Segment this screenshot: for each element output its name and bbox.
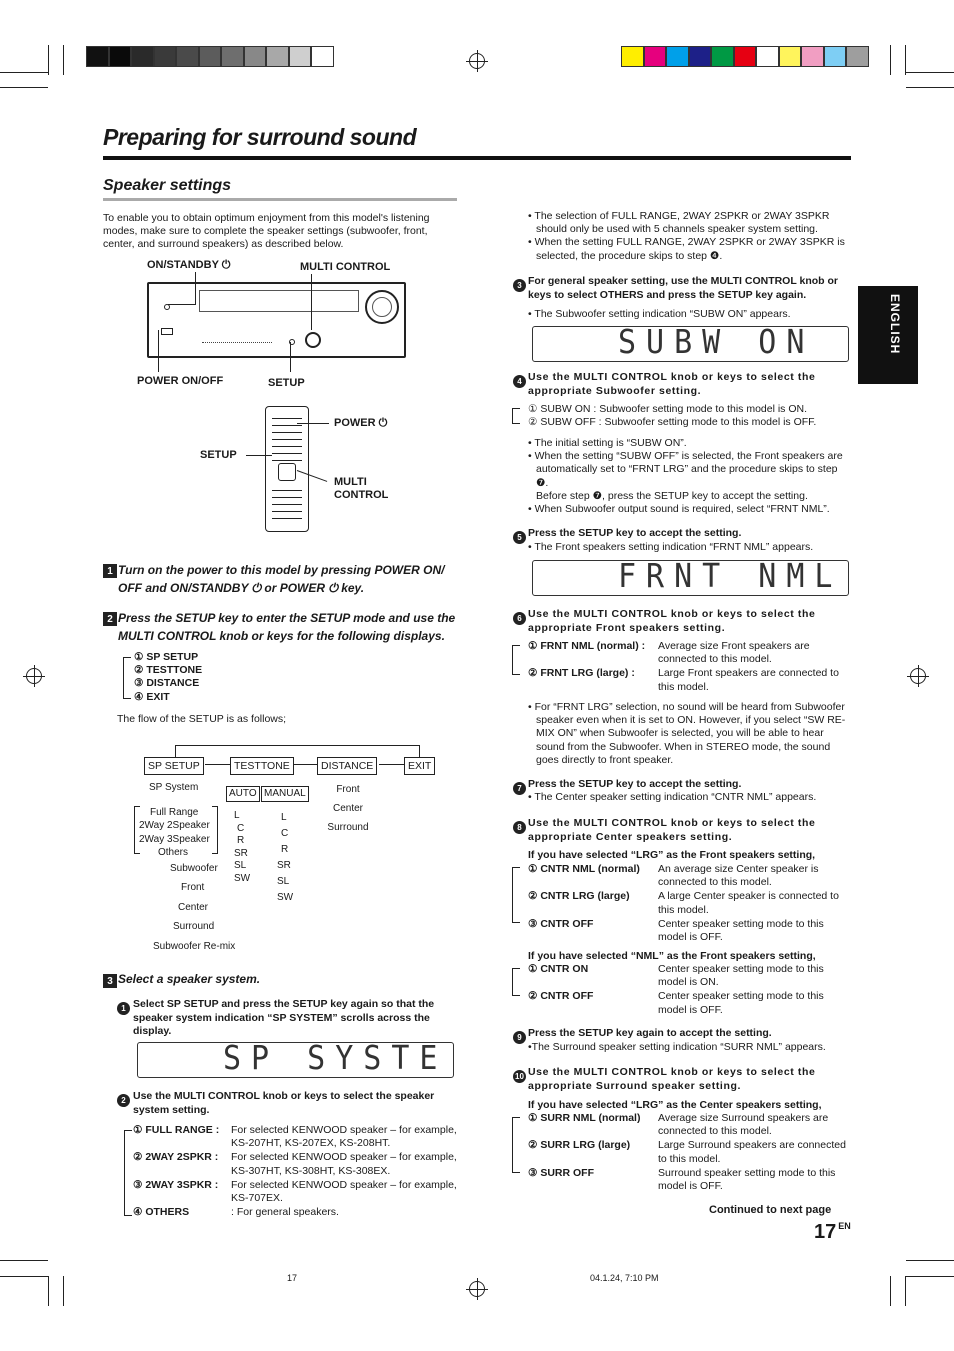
flow-box-distance: DISTANCE <box>317 757 377 775</box>
right-s7: Press the SETUP key to accept the setting. <box>528 778 742 790</box>
right-s6: Use the MULTI CONTROL knob or keys to select the appropriate Front speakers setting. <box>528 608 816 634</box>
color-swatch <box>734 46 757 67</box>
step-bullet: 10 <box>513 1066 526 1084</box>
power-onoff-label: POWER ON/OFF <box>137 375 224 387</box>
option-key: ② CNTR OFF <box>528 990 594 1003</box>
right-s4: Use the MULTI CONTROL knob or keys to select the appropriate Subwoofer setting. <box>528 371 816 397</box>
right-s10: Use the MULTI CONTROL knob or keys to select the appropriate Surround speaker setting. <box>528 1066 816 1092</box>
setup-remote-label: SETUP <box>200 449 237 461</box>
lcd-display-frnt-nml: FRNT NML <box>532 560 849 596</box>
color-swatch <box>711 46 734 67</box>
step2-number: 2 <box>103 609 117 627</box>
option-key: ① FRNT NML (normal) : <box>528 640 646 652</box>
crop-mark <box>0 1276 48 1277</box>
option-key: ② CNTR LRG (large) <box>528 890 630 903</box>
intro-paragraph: To enable you to obtain optimum enjoyment from this model's listening modes, make sure to complete the speaker settings (subwoofer, front, center, and surround speakers) as described below. <box>103 212 430 251</box>
flow-auto-col: L C R SR SL SW <box>234 810 251 884</box>
option-desc: Center speaker setting mode to this model is ON. <box>658 963 824 989</box>
step1-text: Turn on the power to this model by pressing POWER ON/ OFF and ON/STANDBY ⏻ or POWER ⏻ key. <box>118 563 445 595</box>
continued-note: Continued to next page <box>709 1204 832 1216</box>
section-rule <box>103 198 457 201</box>
list-item <box>133 1151 457 1177</box>
right-s4-notes: • The initial setting is “SUBW ON”. • When the setting “SUBW OFF” is selected, the Front speakers are automatically set to “FRNT LRG” and the procedure skips to step ❼. Before step ❼, press the SETUP key to accept the setting. • When Subwoofer output sound is required, select “FRNT NML”. <box>528 437 843 516</box>
remote-buttons-lower <box>272 487 302 521</box>
color-swatch <box>846 46 869 67</box>
flow-subwoofer: Subwoofer <box>170 863 218 874</box>
list-item <box>528 640 851 666</box>
option-desc: : For general speakers. <box>231 1206 339 1219</box>
leader-line <box>311 274 312 330</box>
list-item: ② TESTTONE <box>134 664 203 677</box>
flow-top-line <box>175 745 419 746</box>
registration-mark <box>469 1281 485 1297</box>
step-bullet: 7 <box>513 778 526 796</box>
list-item <box>528 963 851 989</box>
bracket <box>512 867 520 923</box>
right-bullets: • The selection of FULL RANGE, 2WAY 2SPKR or 2WAY 3SPKR should only be used with 5 channels speaker system setting. • When the setting FULL RANGE, 2WAY 2SPKR or 2WAY 3SPKR is selected, the procedure skips to step ❹. <box>528 210 845 262</box>
right-s7-note: • The Center speaker setting indication “CNTR NML” appears. <box>528 791 817 803</box>
option-desc: Large Front speakers are connected to this model. <box>658 667 839 693</box>
center-option-list-nml <box>528 963 851 1018</box>
page-number: 17 $^{EN}$ <box>814 1221 851 1243</box>
list-item: ④ EXIT <box>134 690 170 703</box>
flow-surround: Surround <box>173 921 215 932</box>
color-swatch <box>756 46 779 67</box>
flow-line <box>205 764 230 765</box>
step-bullet: 5 <box>513 527 526 545</box>
power-button[interactable] <box>161 328 173 335</box>
footer-right: 04.1.24, 7:10 PM <box>590 1273 659 1283</box>
flow-auto-box: AUTO <box>226 786 260 802</box>
step-bullet: 9 <box>513 1027 526 1045</box>
speaker-option-list <box>133 1124 457 1220</box>
color-swatch <box>244 46 267 67</box>
option-desc: Surround speaker setting mode to this model is OFF. <box>658 1166 836 1193</box>
list-item <box>528 990 851 1016</box>
color-swatch <box>199 46 222 67</box>
color-swatch <box>666 46 689 67</box>
option-key: ① FULL RANGE : <box>133 1124 220 1136</box>
right-s5: Press the SETUP key to accept the setting. <box>528 527 742 539</box>
right-s6-note: • For “FRNT LRG” selection, no sound will be heard from Subwoofer speaker even when it is set to ON. However, if you select “SW RE-MIX ON” when Subwoofer is selected, you will be able to hear sound from the Subwoofer. When in STEREO mode, the sound goes directly to front speaker. <box>528 701 846 766</box>
flow-line <box>379 764 404 765</box>
right-s9-note: •The Surround speaker setting indication “SURR NML” appears. <box>528 1041 826 1053</box>
flow-line <box>419 745 420 757</box>
option-desc: Large Surround speakers are connected to this model. <box>658 1139 846 1165</box>
volume-knob[interactable] <box>365 290 399 324</box>
center-option-list-lrg <box>528 863 851 945</box>
color-swatch <box>779 46 802 67</box>
lcd-display-subw-on: SUBW ON <box>532 326 849 362</box>
option-key: ① CNTR NML (normal) <box>528 863 640 875</box>
title-rule <box>103 156 851 160</box>
registration-mark <box>26 668 42 684</box>
option-key: ② SURR LRG (large) <box>528 1139 631 1152</box>
crop-mark <box>906 72 954 73</box>
crop-mark <box>890 1276 891 1306</box>
option-key: ② FRNT LRG (large) : <box>528 667 635 680</box>
crop-mark <box>63 1276 64 1306</box>
surround-option-list <box>528 1112 851 1194</box>
list-item <box>528 667 851 693</box>
right-s3-note: • The Subwoofer setting indication “SUBW ON” appears. <box>528 308 791 320</box>
step3-title: Select a speaker system. <box>118 972 261 986</box>
list-item <box>528 890 851 916</box>
step3-number: 3 <box>103 971 117 989</box>
list-item <box>133 1124 457 1150</box>
crop-mark <box>906 1276 954 1277</box>
step-bullet: 3 <box>513 275 526 293</box>
right-s5-note: • The Front speakers setting indication “FRNT NML” appears. <box>528 541 814 553</box>
right-s3: For general speaker setting, use the MULTI CONTROL knob or keys to select OTHERS and press the SETUP key again. <box>528 275 838 301</box>
leader-line <box>297 423 329 424</box>
option-desc: Center speaker setting mode to this model is OFF. <box>658 917 824 944</box>
option-key: ② 2WAY 2SPKR : <box>133 1151 219 1164</box>
flow-distance-col: Front Center Surround <box>327 784 369 833</box>
option-desc: For selected KENWOOD speaker – for example, KS-207HT, KS-207EX, KS-208HT. <box>231 1124 457 1150</box>
color-swatch <box>176 46 199 67</box>
option-desc: Average size Surround speakers are connected to this model. <box>658 1112 829 1138</box>
option-desc: For selected KENWOOD speaker – for example, KS-707EX. <box>231 1178 457 1205</box>
language-tab: ENGLISH <box>858 286 918 384</box>
step2-text: Press the SETUP key to enter the SETUP mode and use the MULTI CONTROL knob or keys for the following displays. <box>118 611 456 643</box>
option-key: ③ CNTR OFF <box>528 917 594 930</box>
list-item <box>528 1112 851 1138</box>
footer-left: 17 <box>287 1273 298 1283</box>
color-swatch <box>824 46 847 67</box>
crop-mark <box>906 87 954 88</box>
right-s8-h1: If you have selected “LRG” as the Front speakers setting, <box>528 849 816 861</box>
remote-control <box>265 406 309 532</box>
right-s10-h: If you have selected “LRG” as the Center speakers setting, <box>528 1099 822 1111</box>
crop-mark <box>48 45 49 75</box>
option-key: ① CNTR ON <box>528 963 589 975</box>
crop-mark <box>0 87 48 88</box>
crop-mark <box>0 1260 48 1261</box>
crop-mark <box>48 1276 49 1306</box>
remote-multi-control[interactable] <box>278 463 296 481</box>
option-desc: For selected KENWOOD speaker – for example, KS-307HT, KS-308HT, KS-308EX. <box>231 1151 457 1177</box>
color-swatch <box>689 46 712 67</box>
color-swatch <box>311 46 334 67</box>
power-remote-label: POWER ⏻ <box>334 417 388 429</box>
bracket <box>512 1117 520 1173</box>
color-swatch <box>801 46 824 67</box>
multi-control-label: MULTI CONTROL <box>300 261 391 273</box>
list-item: ③ DISTANCE <box>134 677 200 690</box>
button-row <box>202 342 272 348</box>
flow-front: Front <box>181 882 205 893</box>
list-item <box>528 1139 851 1165</box>
list-item <box>133 1179 457 1205</box>
flow-manual-box: MANUAL <box>261 786 309 802</box>
flow-2way3: 2Way 3Speaker <box>139 834 210 845</box>
leader-line <box>158 330 159 372</box>
flow-others: Others <box>158 847 189 858</box>
page-title: Preparing for surround sound <box>103 124 417 150</box>
option-key: ③ SURR OFF <box>528 1166 594 1179</box>
flow-center: Center <box>178 902 209 913</box>
option-key: ① SURR NML (normal) <box>528 1112 641 1124</box>
list-item <box>528 863 851 889</box>
step3-sub1: Select SP SETUP and press the SETUP key again so that the speaker system indication “SP SYSTEM” scrolls across the display. <box>133 998 435 1037</box>
bracket <box>123 657 131 699</box>
option-desc: Center speaker setting mode to this model is OFF. <box>658 990 824 1016</box>
crop-mark <box>63 45 64 75</box>
front-option-list <box>528 640 851 695</box>
receiver-front-panel <box>147 282 406 358</box>
flow-box-exit: EXIT <box>404 757 435 775</box>
setup-label: SETUP <box>268 377 305 389</box>
right-s8-h2: If you have selected “NML” as the Front speakers setting, <box>528 950 816 962</box>
option-key: ④ OTHERS <box>133 1206 190 1219</box>
step-bullet: 1 <box>117 998 130 1016</box>
flow-line <box>175 745 176 757</box>
leader-line <box>168 304 196 305</box>
bracket <box>512 968 520 996</box>
bracket <box>512 645 520 675</box>
leader-line <box>290 342 291 372</box>
color-swatch <box>221 46 244 67</box>
registration-mark <box>469 53 485 69</box>
color-swatch <box>131 46 154 67</box>
crop-mark <box>0 72 48 73</box>
flow-2way2: 2Way 2Speaker <box>139 820 210 831</box>
lcd-display-sp-system: SP SYSTE <box>137 1042 454 1078</box>
bracket <box>124 1130 132 1216</box>
crop-mark <box>906 1260 954 1261</box>
section-title: Speaker settings <box>103 177 232 194</box>
display-window <box>199 290 359 312</box>
option-key: ③ 2WAY 3SPKR : <box>133 1178 219 1191</box>
color-swatch <box>289 46 312 67</box>
multi-control-knob[interactable] <box>305 332 321 348</box>
list-item <box>133 1206 457 1219</box>
option-desc: A large Center speaker is connected to this model. <box>658 890 839 916</box>
color-swatch <box>86 46 109 67</box>
flow-line <box>292 764 317 765</box>
step1-number: 1 <box>103 561 117 579</box>
step2-list <box>134 651 202 704</box>
step-bullet: 2 <box>117 1090 130 1108</box>
multi-control-remote-label: MULTI CONTROL <box>334 476 389 502</box>
crop-mark <box>905 45 906 75</box>
list-item <box>528 918 851 944</box>
step-bullet: 8 <box>513 817 526 835</box>
color-swatch <box>109 46 132 67</box>
flow-sw-remix: Subwoofer Re-mix <box>153 941 236 952</box>
right-s4-options: ① SUBW ON : Subwoofer setting mode to this model is ON. ② SUBW OFF : Subwoofer setting mode to this model is OFF. <box>528 403 817 429</box>
right-s9: Press the SETUP key again to accept the setting. <box>528 1027 772 1039</box>
flow-manual-col: L C R SR SL SW <box>277 812 294 903</box>
step3-sub2: Use the MULTI CONTROL knob or keys to select the speaker system setting. <box>133 1090 435 1116</box>
crop-mark <box>890 45 891 75</box>
color-swatch <box>154 46 177 67</box>
flow-sp-system: SP System <box>149 782 199 793</box>
option-desc: Average size Front speakers are connected to this model. <box>658 640 810 666</box>
flow-bracket <box>212 806 218 854</box>
step-bullet: 4 <box>513 371 526 389</box>
crop-mark <box>905 1276 906 1306</box>
registration-mark <box>910 668 926 684</box>
leader-line <box>246 455 272 456</box>
flow-box-testtone: TESTTONE <box>230 757 294 775</box>
flow-box-sp-setup: SP SETUP <box>144 757 204 775</box>
step-bullet: 6 <box>513 608 526 626</box>
on-standby-label: ON/STANDBY ⏻ <box>147 259 231 271</box>
list-item: ① SP SETUP <box>134 651 199 663</box>
leader-line <box>195 272 196 304</box>
color-swatch <box>644 46 667 67</box>
color-swatch <box>621 46 644 67</box>
flow-full-range: Full Range <box>150 807 199 818</box>
option-desc: An average size Center speaker is connected to this model. <box>658 863 819 889</box>
bracket <box>512 408 520 424</box>
list-item <box>528 1167 851 1193</box>
right-s8: Use the MULTI CONTROL knob or keys to select the appropriate Center speakers setting. <box>528 817 816 843</box>
color-swatch <box>266 46 289 67</box>
flow-note: The flow of the SETUP is as follows; <box>117 713 287 725</box>
